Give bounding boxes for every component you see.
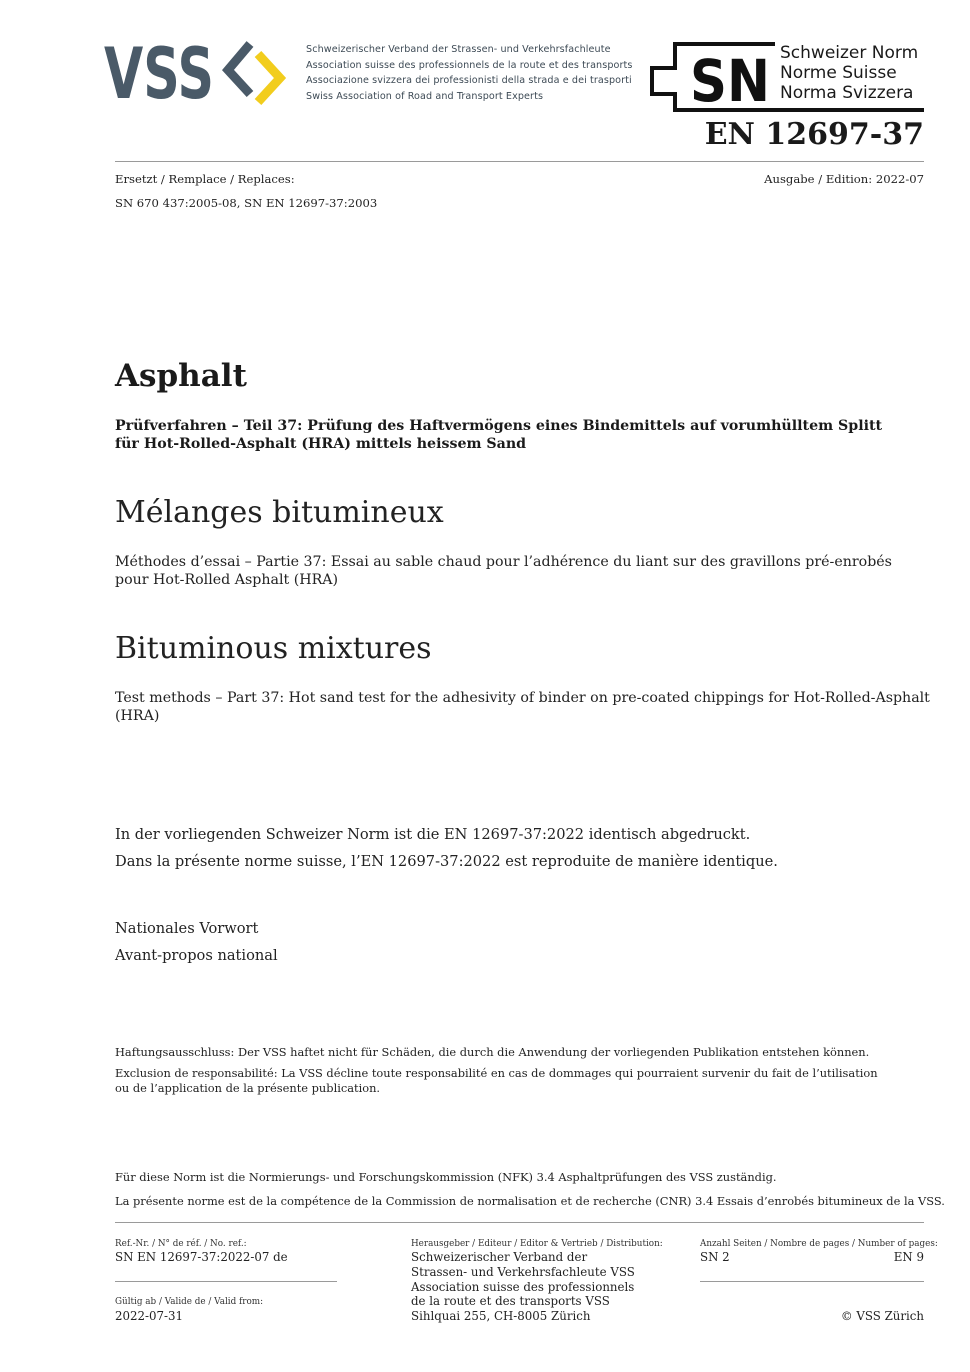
- vss-logo-mark: [104, 36, 288, 106]
- disclaimer-fr: [115, 1066, 878, 1096]
- subtitle-en-line-2: (HRA): [115, 708, 160, 724]
- header-divider: [115, 161, 924, 162]
- sn-line-fr: Norme Suisse: [780, 63, 897, 83]
- pages-divider: [700, 1281, 924, 1282]
- valid-label: Gültig ab / Valide de / Valid from:: [115, 1297, 264, 1307]
- pages-en: EN 9: [893, 1250, 924, 1264]
- edition: Ausgabe / Edition: 2022-07: [764, 172, 924, 186]
- subtitle-de-line-1: Prüfverfahren – Teil 37: Prüfung des Haftvermögens eines Bindemittels auf vorumhülltem Splitt: [115, 418, 883, 434]
- vss-line-en: Swiss Association of Road and Transport Experts: [306, 90, 544, 102]
- vss-line-it: Associazione svizzera dei professionisti della strada e dei trasporti: [306, 75, 632, 87]
- foreword-de: Nationales Vorwort: [115, 920, 259, 937]
- footer-divider: [115, 1222, 924, 1223]
- publisher-line-2: Strassen- und Verkehrsfachleute VSS: [411, 1264, 635, 1279]
- foreword-fr: Avant-propos national: [115, 947, 278, 964]
- subtitle-fr-line-2: pour Hot-Rolled Asphalt (HRA): [115, 572, 339, 588]
- sn-logo-text: SN: [690, 47, 770, 114]
- standard-number: EN 12697-37: [704, 117, 924, 152]
- copyright: © VSS Zürich: [840, 1309, 924, 1323]
- title-en: Bituminous mixtures: [115, 631, 432, 666]
- publisher-line-1: Schweizerischer Verband der: [411, 1250, 588, 1264]
- subtitle-fr-line-1: Méthodes d’essai – Partie 37: Essai au sable chaud pour l’adhérence du liant sur des gravillons pré-enrobés: [115, 554, 892, 570]
- sn-norm-names: [780, 43, 918, 103]
- ref-divider: [115, 1281, 337, 1282]
- disclaimer-fr-line-1: Exclusion de responsabilité: La VSS décline toute responsabilité en cas de dommages qui pourraient survenir du fait de l’utilisation: [115, 1066, 878, 1080]
- subtitle-de: [115, 417, 882, 453]
- sn-line-it: Norma Svizzera: [780, 83, 914, 103]
- vss-logo: [104, 36, 288, 106]
- replaces-label: Ersetzt / Remplace / Replaces:: [115, 172, 295, 186]
- publisher-address: [411, 1250, 635, 1324]
- ref-label: Ref.-Nr. / N° de réf. / No. ref.:: [115, 1239, 247, 1249]
- ref-value: SN EN 12697-37:2022-07 de: [115, 1250, 288, 1264]
- disclaimer-de: Haftungsausschluss: Der VSS haftet nicht für Schäden, die durch die Anwendung der vorliegenden Publikation entstehen können.: [115, 1045, 870, 1059]
- vss-line-fr: Association suisse des professionnels de la route et des transports: [306, 59, 633, 71]
- publisher-label: Herausgeber / Editeur / Editor & Vertrieb / Distribution:: [411, 1239, 663, 1249]
- publisher-line-4: de la route et des transports VSS: [411, 1294, 610, 1309]
- title-de: Asphalt: [115, 358, 247, 394]
- publisher-line-5: Sihlquai 255, CH-8005 Zürich: [411, 1309, 591, 1324]
- identical-note-de: In der vorliegenden Schweizer Norm ist die EN 12697-37:2022 identisch abgedruckt.: [115, 826, 751, 843]
- sn-line-de: Schweizer Norm: [780, 43, 919, 63]
- subtitle-en-line-1: Test methods – Part 37: Hot sand test for the adhesivity of binder on pre-coated chippings for Hot-Rolled-Asphalt: [115, 690, 930, 706]
- publisher-line-3: Association suisse des professionnels: [411, 1279, 635, 1294]
- subtitle-de-line-2: für Hot-Rolled-Asphalt (HRA) mittels heissem Sand: [115, 436, 527, 452]
- vss-line-de: Schweizerischer Verband der Strassen- und Verkehrsfachleute: [306, 44, 611, 55]
- title-fr: Mélanges bitumineux: [115, 495, 444, 530]
- disclaimer-fr-line-2: ou de l’application de la présente publication.: [115, 1081, 381, 1095]
- vss-association-names: [306, 42, 633, 104]
- pages-label: Anzahl Seiten / Nombre de pages / Number of pages:: [700, 1239, 938, 1249]
- replaces-value: SN 670 437:2005-08, SN EN 12697-37:2003: [115, 196, 378, 210]
- vss-logo-text: VSS: [104, 36, 214, 106]
- pages-sn: SN 2: [700, 1250, 730, 1264]
- committee-fr: La présente norme est de la compétence de la Commission de normalisation et de recherche (CNR) 3.4 Essais d’enrobés bitumineux de la VSS.: [115, 1194, 945, 1208]
- identical-note-fr: Dans la présente norme suisse, l’EN 12697-37:2022 est reproduite de manière identique.: [115, 853, 778, 870]
- subtitle-en: [115, 689, 930, 725]
- valid-value: 2022-07-31: [115, 1309, 184, 1323]
- subtitle-fr: [115, 553, 892, 589]
- committee-de: Für diese Norm ist die Normierungs- und Forschungskommission (NFK) 3.4 Asphaltprüfungen des VSS zuständig.: [115, 1170, 777, 1184]
